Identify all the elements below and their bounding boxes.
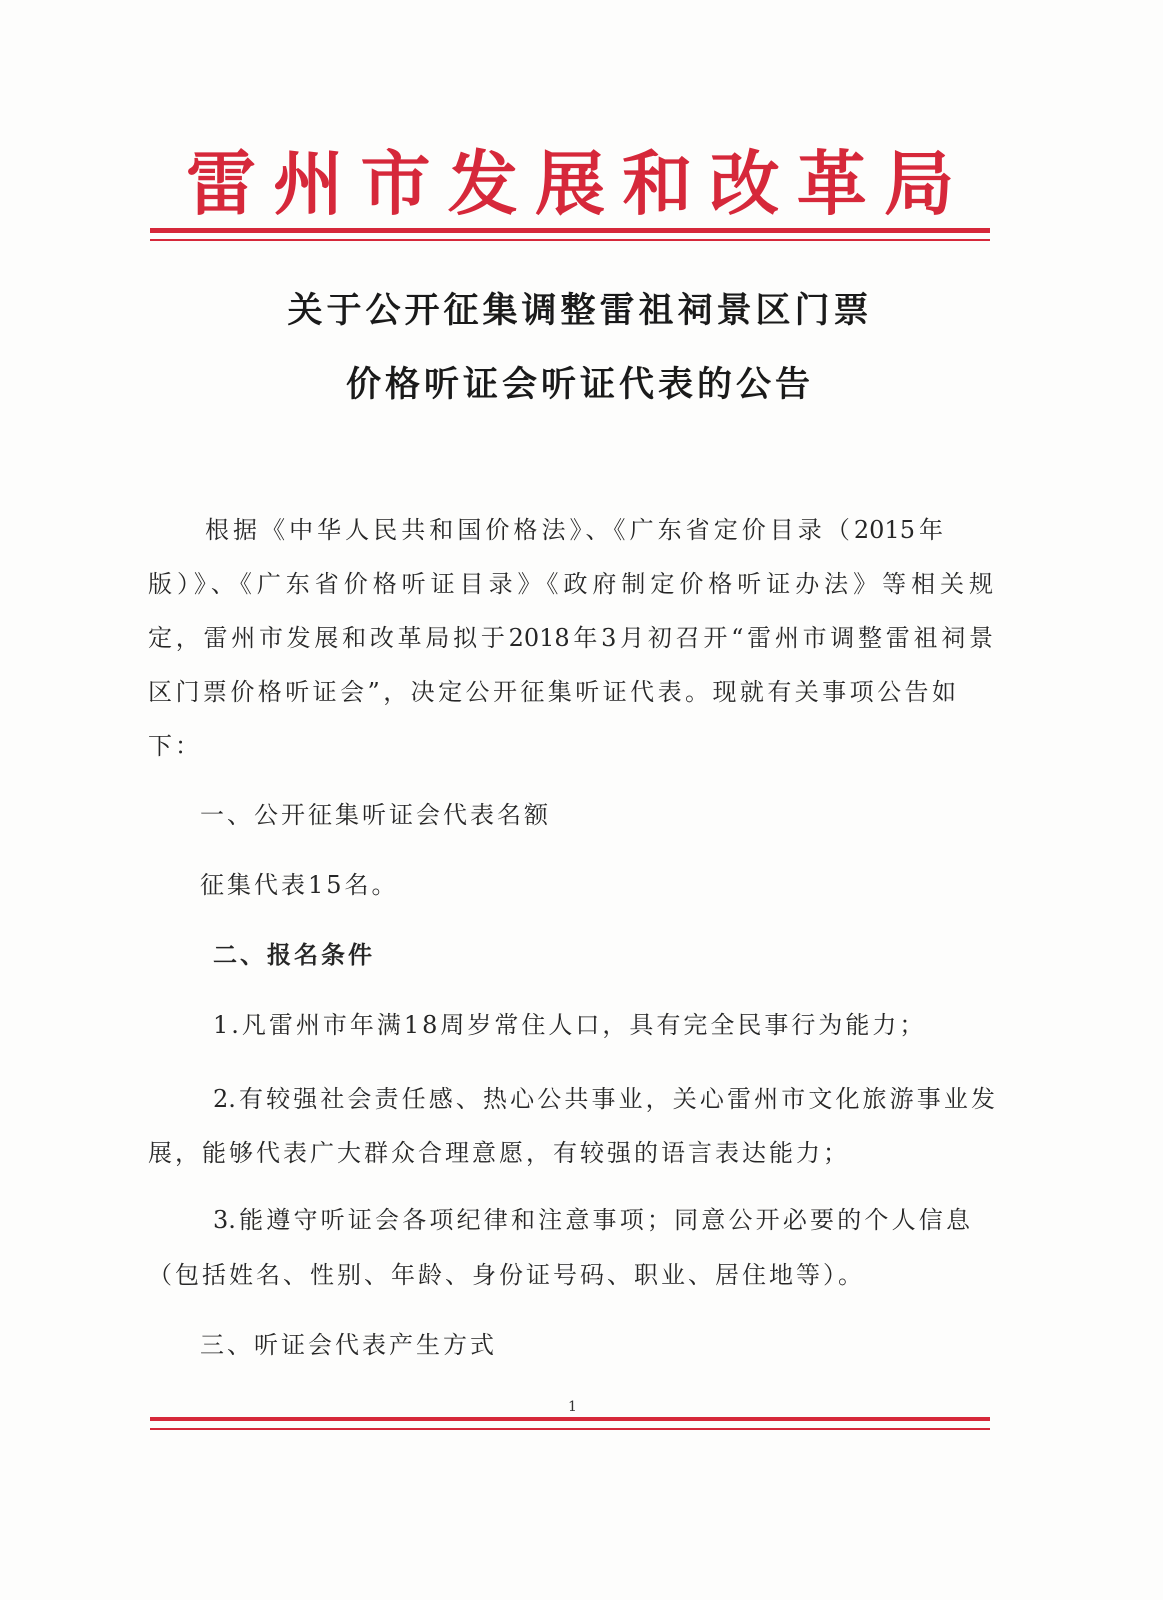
section-3-heading: 三、听证会代表产生方式 (200, 1331, 497, 1359)
letterhead-rule-thin (150, 239, 990, 241)
section-1-heading: 一、公开征集听证会代表名额 (200, 801, 551, 829)
intro-line: 版）》、《广东省价格听证目录》《政府制定价格听证办法》等相关规 (148, 570, 993, 598)
condition-item-2: 2.有较强社会责任感、热心公共事业，关心雷州市文化旅游事业发 (213, 1085, 995, 1113)
footer-rule-thick (150, 1417, 990, 1421)
footer-rule-thin (150, 1428, 990, 1430)
page-number: 1 (568, 1399, 577, 1415)
condition-item-3: 3.能遵守听证会各项纪律和注意事项；同意公开必要的个人信息 (213, 1206, 970, 1234)
intro-line: 根据《中华人民共和国价格法》、《广东省定价目录（2015年 (205, 516, 943, 544)
letterhead-rule-thick (150, 228, 990, 233)
condition-item-1: 1.凡雷州市年满18周岁常住人口，具有完全民事行为能力； (213, 1011, 927, 1039)
condition-item-3-continued: （包括姓名、性别、年龄、身份证号码、职业、居住地等）。 (148, 1261, 865, 1289)
document-title-line-1: 关于公开征集调整雷祖祠景区门票 (287, 290, 873, 331)
intro-line: 区门票价格听证会”，决定公开征集听证代表。现就有关事项公告如 (148, 678, 956, 706)
section-2-heading: 二、报名条件 (213, 940, 375, 969)
intro-line: 下： (148, 732, 202, 760)
letterhead-org-name: 雷州市发展和改革局 (186, 142, 954, 225)
document-title-line-2: 价格听证会听证代表的公告 (345, 364, 814, 405)
section-1-text: 征集代表15名。 (200, 871, 399, 899)
condition-item-2-continued: 展，能够代表广大群众合理意愿，有较强的语言表达能力； (148, 1139, 850, 1167)
intro-line: 定，雷州市发展和改革局拟于2018年3月初召开“雷州市调整雷祖祠景 (148, 624, 993, 652)
